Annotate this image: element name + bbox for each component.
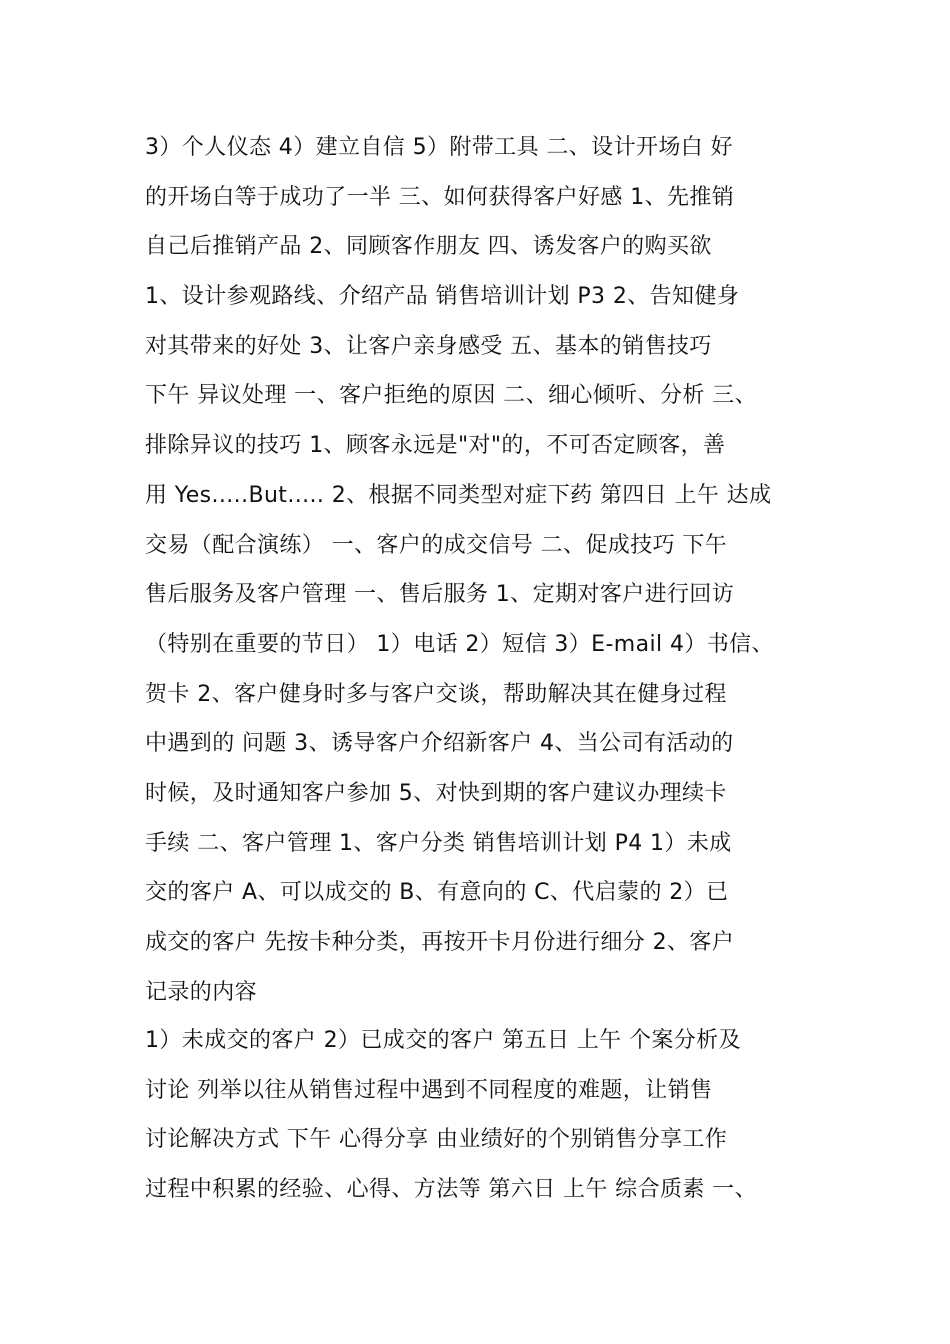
text-line: 下午 异议处理 一、客户拒绝的原因 二、细心倾听、分析 三、 xyxy=(145,383,757,409)
text-line: 自己后推销产品 2、同顾客作朋友 四、诱发客户的购买欲 xyxy=(145,234,712,260)
paragraph-1 xyxy=(145,128,835,1022)
text-line: 过程中积累的经验、心得、方法等 第六日 上午 综合质素 一、 xyxy=(145,1177,757,1203)
text-line: 交的客户 A、可以成交的 B、有意向的 C、代启蒙的 2）已 xyxy=(145,880,729,906)
text-line: 的开场白等于成功了一半 三、如何获得客户好感 1、先推销 xyxy=(145,184,735,210)
text-line: （特别在重要的节日） 1）电话 2）短信 3）E-mail 4）书信、 xyxy=(145,631,774,657)
text-line: 交易（配合演练） 一、客户的成交信号 二、促成技巧 下午 xyxy=(145,532,728,558)
text-line: 3）个人仪态 4）建立自信 5）附带工具 二、设计开场白 好 xyxy=(145,135,733,160)
text-line: 排除异议的技巧 1、顾客永远是"对"的，不可否定顾客，善 xyxy=(145,433,726,459)
text-line: 记录的内容 xyxy=(145,979,258,1005)
text-line: 手续 二、客户管理 1、客户分类 销售培训计划 P4 1）未成 xyxy=(145,830,732,856)
text-line: 讨论解决方式 下午 心得分享 由业绩好的个别销售分享工作 xyxy=(145,1127,728,1153)
text-line: 讨论 列举以往从销售过程中遇到不同程度的难题，让销售 xyxy=(145,1077,713,1103)
text-line: 贺卡 2、客户健身时多与客户交谈，帮助解决其在健身过程 xyxy=(145,681,727,707)
text-line: 1、设计参观路线、介绍产品 销售培训计划 P3 2、告知健身 xyxy=(145,284,740,310)
text-line: 时候，及时通知客户参加 5、对快到期的客户建议办理续卡 xyxy=(145,780,727,806)
text-line: 1）未成交的客户 2）已成交的客户 第五日 上午 个案分析及 xyxy=(145,1028,741,1053)
paragraph-2 xyxy=(145,1021,835,1220)
text-line: 对其带来的好处 3、让客户亲身感受 五、基本的销售技巧 xyxy=(145,333,712,359)
text-line: 用 Yes.....But..... 2、根据不同类型对症下药 第四日 上午 达成 xyxy=(145,482,772,508)
text-line: 售后服务及客户管理 一、售后服务 1、定期对客户进行回访 xyxy=(145,582,735,608)
text-line: 成交的客户 先按卡种分类，再按开卡月份进行细分 2、客户 xyxy=(145,930,735,955)
text-line: 中遇到的 问题 3、诱导客户介绍新客户 4、当公司有活动的 xyxy=(145,731,734,757)
